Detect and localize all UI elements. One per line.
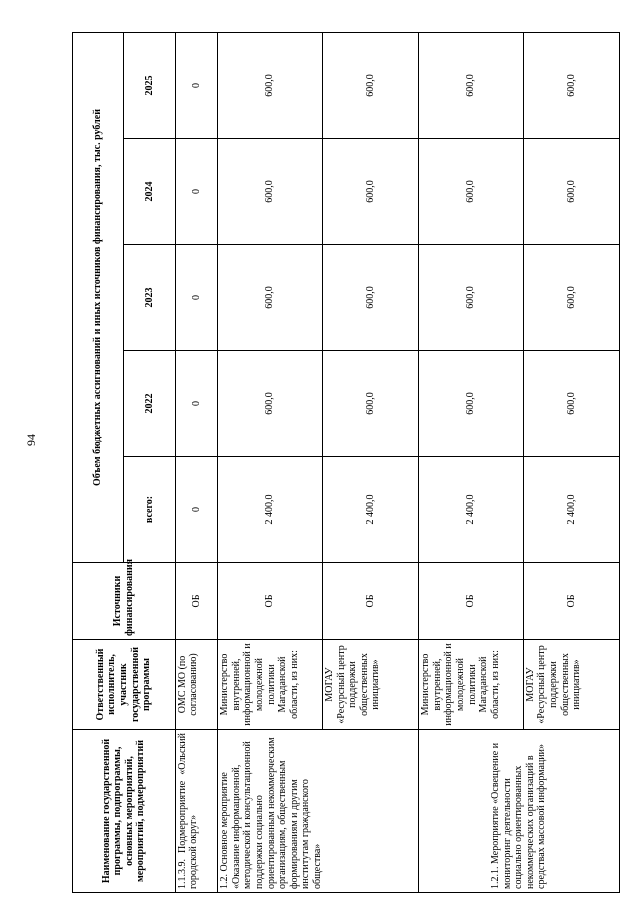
row-value-2023: 600,0	[523, 245, 619, 351]
row-value-2024: 0	[175, 139, 218, 245]
header-year-2022: 2022	[124, 351, 175, 457]
row-value-2023: 600,0	[218, 245, 323, 351]
page-number: 94	[24, 434, 38, 446]
row-value-2024: 600,0	[419, 139, 524, 245]
row-name: 1.2.1. Мероприятие «Освещение и мониторинг деятельности социально ориентированных некоммерческих организаций в средствах массовой информации»	[419, 730, 620, 893]
row-value-2022: 0	[175, 351, 218, 457]
table-row	[419, 33, 524, 893]
table-row	[175, 33, 218, 893]
row-value-2025: 0	[175, 33, 218, 139]
row-executor: Министерство внутренней, информационной и молодежной политики Магаданской области, из них:	[419, 640, 524, 730]
row-value-total: 2 400,0	[322, 457, 418, 563]
row-executor: ОМС МО (по согласованию)	[175, 640, 218, 730]
row-value-total: 2 400,0	[218, 457, 323, 563]
row-source: ОБ	[218, 563, 323, 640]
row-value-2023: 600,0	[322, 245, 418, 351]
row-source: ОБ	[419, 563, 524, 640]
row-name: 1.1.3.9. Подмероприятие «Ольский городской округ»	[175, 730, 218, 893]
header-row-1	[73, 33, 124, 893]
row-value-total: 2 400,0	[523, 457, 619, 563]
row-value-2025: 600,0	[523, 33, 619, 139]
row-value-total: 2 400,0	[419, 457, 524, 563]
row-value-2022: 600,0	[322, 351, 418, 457]
header-year-2023: 2023	[124, 245, 175, 351]
header-volume: Объем бюджетных ассигнований и иных источников финансирования, тыс. рублей	[73, 33, 124, 563]
header-source: Источники финансирования	[73, 563, 176, 640]
header-year-2025: 2025	[124, 33, 175, 139]
row-value-2025: 600,0	[322, 33, 418, 139]
row-executor: МОГАУ «Ресурсный центр поддержки общественных инициатив»	[322, 640, 418, 730]
table-row	[218, 33, 323, 893]
row-executor: Министерство внутренней, информационной и молодежной политики Магаданской области, из них:	[218, 640, 323, 730]
row-name: 1.2. Основное мероприятие «Оказание информационной, методической и консультационной поддержки социально ориентированным некоммерческим организациям, общественным формированиям и другим институтам гражданского общества»	[218, 730, 419, 893]
header-executor: Ответственный исполнитель, участник государственной программы	[73, 640, 176, 730]
row-value-2025: 600,0	[419, 33, 524, 139]
row-value-2022: 600,0	[523, 351, 619, 457]
row-executor: МОГАУ «Ресурсный центр поддержки общественных инициатив»	[523, 640, 619, 730]
row-value-total: 0	[175, 457, 218, 563]
header-name: Наименование государственной программы, подпрограммы, основных мероприятий, мероприятий, подмероприятий	[73, 730, 176, 893]
header-year-total: всего:	[124, 457, 175, 563]
row-value-2024: 600,0	[523, 139, 619, 245]
row-value-2023: 0	[175, 245, 218, 351]
row-source: ОБ	[322, 563, 418, 640]
financing-table	[72, 32, 620, 893]
header-year-2024: 2024	[124, 139, 175, 245]
row-value-2025: 600,0	[218, 33, 323, 139]
row-source: ОБ	[523, 563, 619, 640]
row-value-2022: 600,0	[218, 351, 323, 457]
row-source: ОБ	[175, 563, 218, 640]
rotated-table-container	[72, 33, 620, 893]
row-value-2023: 600,0	[419, 245, 524, 351]
row-value-2022: 600,0	[419, 351, 524, 457]
row-value-2024: 600,0	[218, 139, 323, 245]
row-value-2024: 600,0	[322, 139, 418, 245]
